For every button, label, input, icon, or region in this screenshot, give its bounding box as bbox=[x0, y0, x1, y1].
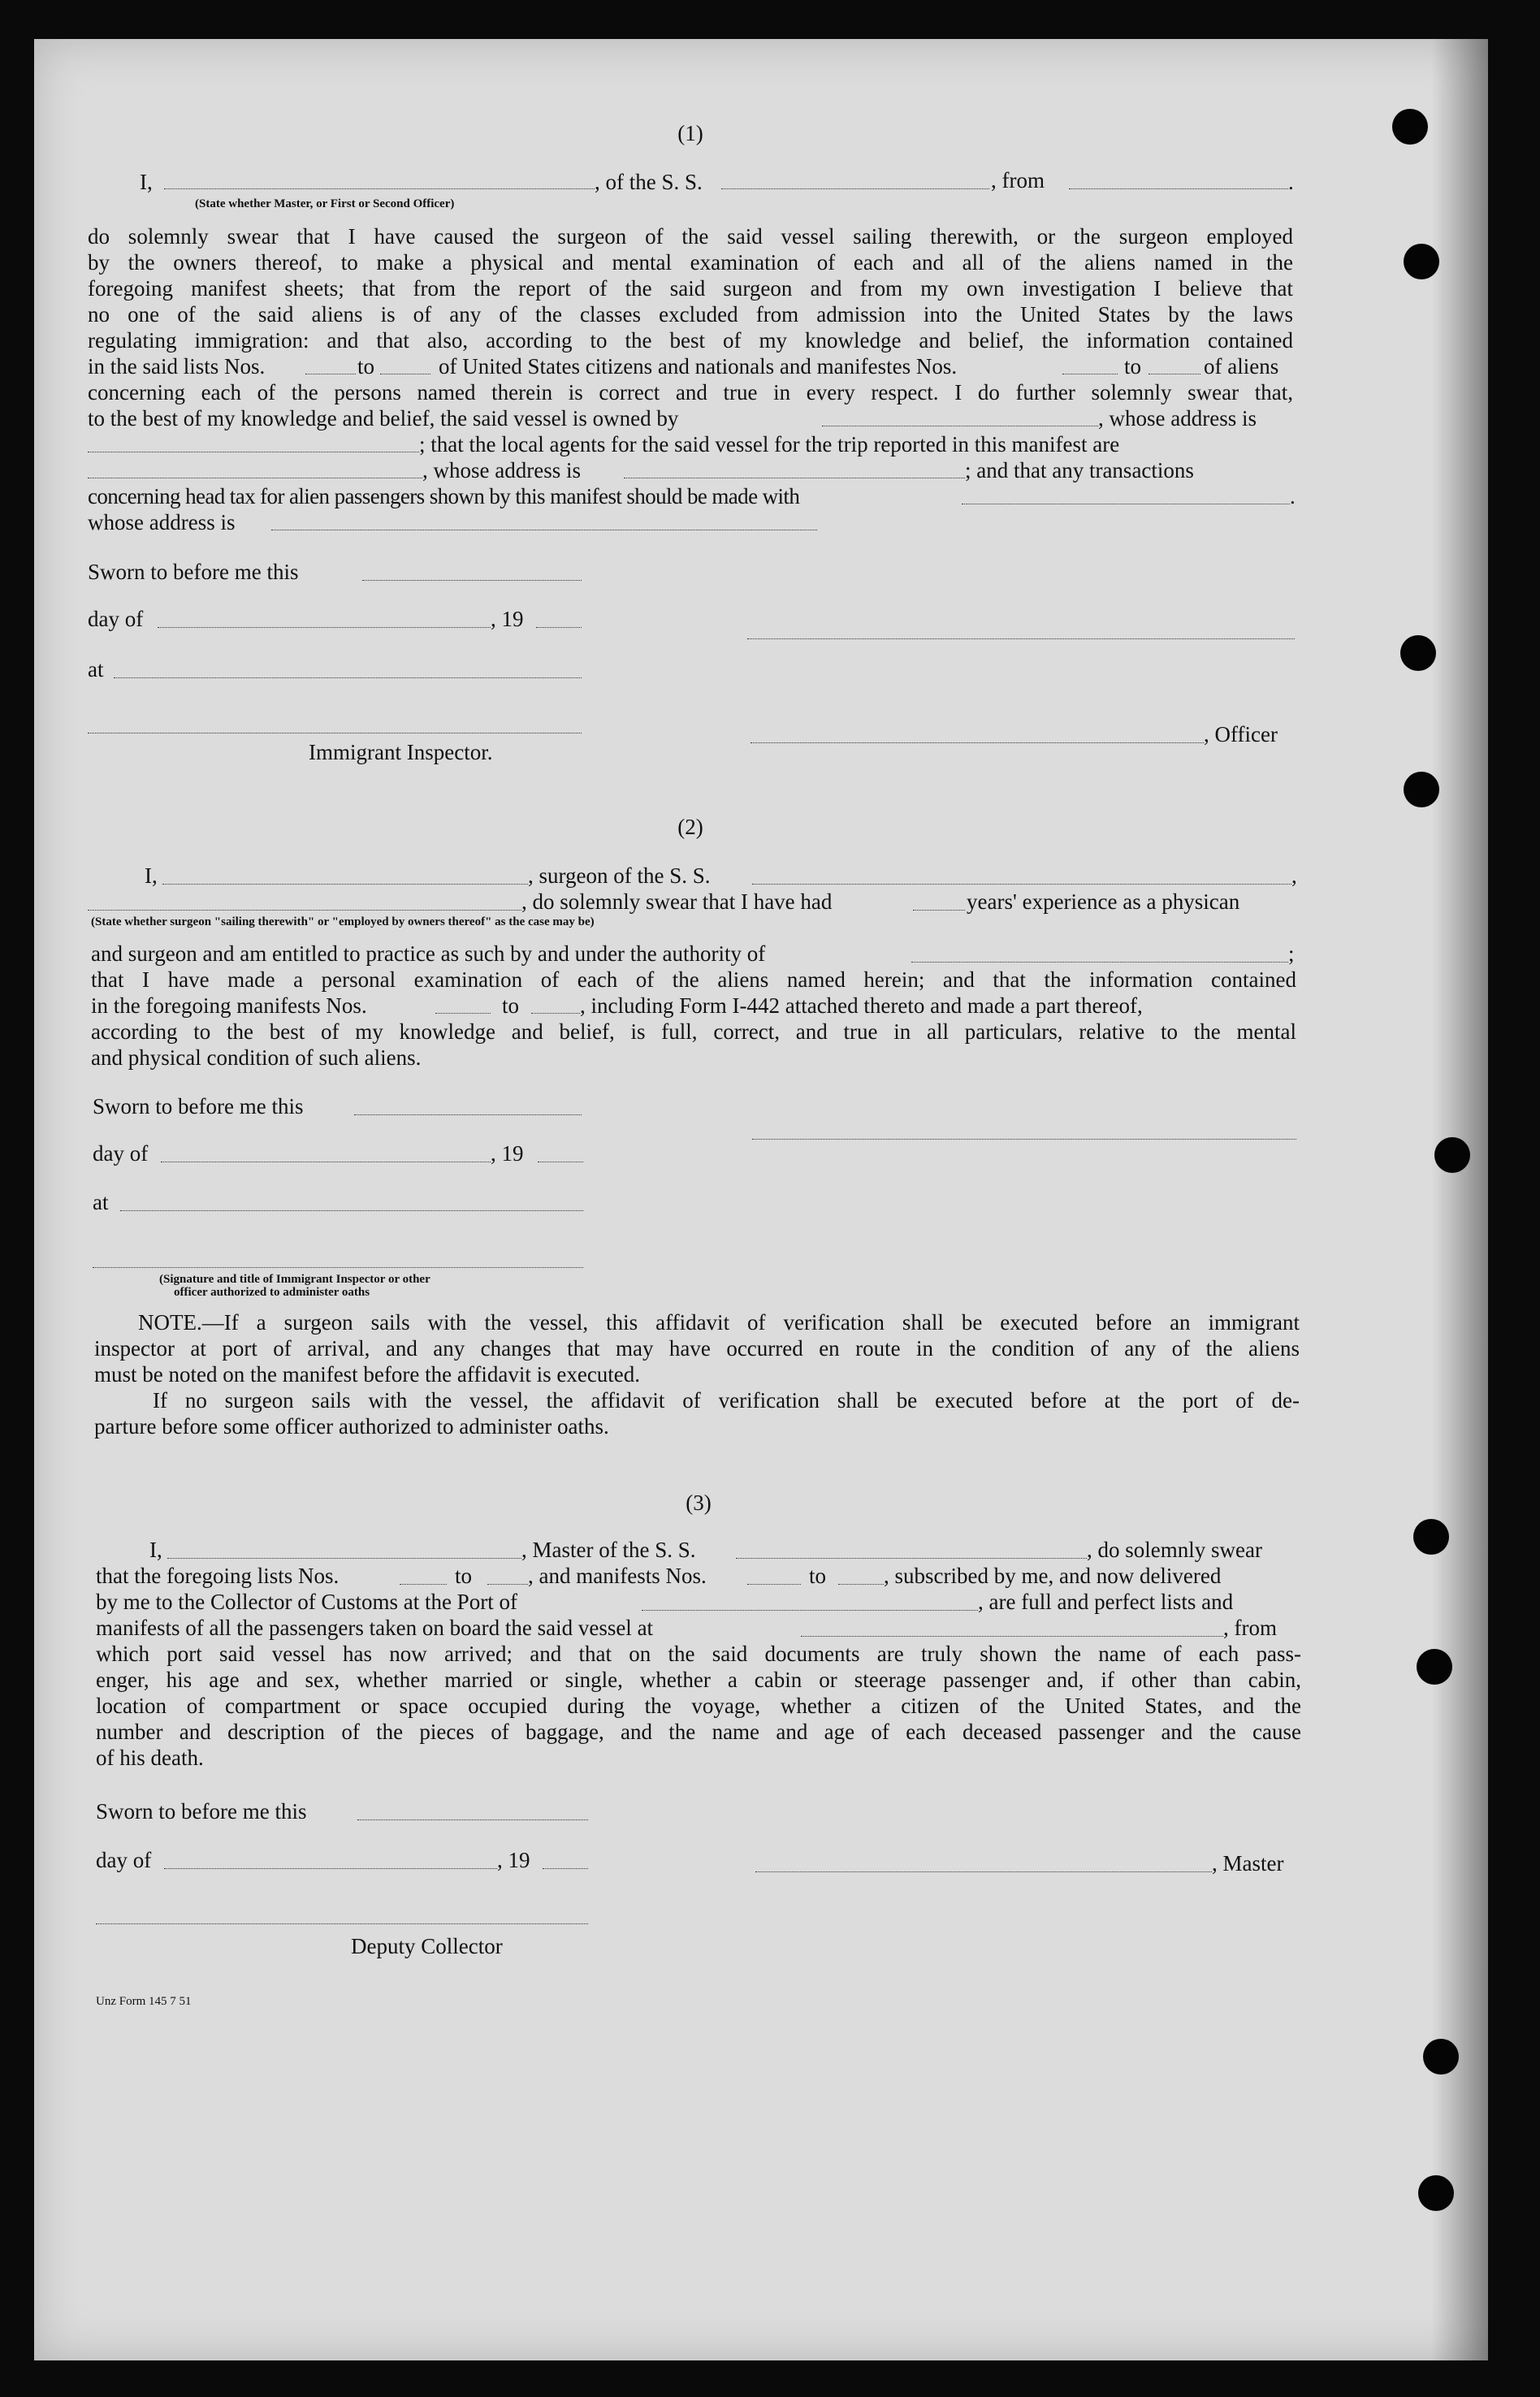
years-experience-field[interactable] bbox=[913, 910, 965, 911]
section3-body-line: of his death. bbox=[96, 1746, 204, 1770]
section2-manifest-to-field[interactable] bbox=[531, 1013, 580, 1014]
section1-transactions: ; and that any transactions bbox=[965, 458, 1194, 482]
section3-body-line: enger, his age and sex, whether married or single, whether a cabin or steerage passenger and, if other than cabin, bbox=[96, 1668, 1301, 1692]
section3-manifest-to-field[interactable] bbox=[838, 1584, 884, 1585]
section2-at-label: at bbox=[93, 1190, 109, 1214]
section1-place-field[interactable] bbox=[114, 677, 582, 678]
section2-form-label: , including Form I-442 attached thereto and made a part thereof, bbox=[580, 993, 1143, 1018]
practice-authority-field[interactable] bbox=[911, 962, 1288, 963]
surgeon-status-field[interactable] bbox=[88, 910, 521, 911]
section1-i: I, bbox=[140, 170, 153, 194]
section1-lists-to2: to bbox=[1124, 354, 1142, 379]
master-signature-line[interactable] bbox=[755, 1871, 1212, 1872]
section3-month-field[interactable] bbox=[164, 1868, 497, 1869]
section3-year-field[interactable] bbox=[543, 1868, 588, 1869]
section3-perfect-lists: , are full and perfect lists and bbox=[978, 1590, 1234, 1614]
section1-agents-label: ; that the local agents for the said vessel for the trip reported in this manifest are bbox=[419, 432, 1120, 456]
section3-number: (3) bbox=[686, 1491, 712, 1515]
section1-headtax-label: concerning head tax for alien passengers shown by this manifest should be made with bbox=[88, 484, 800, 508]
surgeon-note-paragraph: inspector at port of arrival, and any changes that may have occurred en route in the condition of any of the aliens bbox=[94, 1336, 1300, 1361]
section1-month-field[interactable] bbox=[158, 627, 491, 628]
punch-hole bbox=[1404, 244, 1439, 279]
deputy-collector-signature-line[interactable] bbox=[96, 1923, 588, 1924]
surgeon-signature-line[interactable] bbox=[752, 1139, 1296, 1140]
section1-body-line: concerning each of the persons named therein is correct and true in every respect. I do further solemnly swear that, bbox=[88, 380, 1293, 405]
section2-day-of-label: day of bbox=[93, 1141, 149, 1166]
punch-hole bbox=[1417, 1649, 1452, 1685]
section2-experience-label: years' experience as a physican bbox=[967, 889, 1240, 914]
punch-hole bbox=[1400, 635, 1436, 671]
section2-swear-label: , do solemnly swear that I have had bbox=[521, 889, 833, 914]
section1-body-line: regulating immigration: and that also, according to the best of my knowledge and belief, the information contained bbox=[88, 328, 1293, 353]
section3-subscribed-label: , subscribed by me, and now delivered bbox=[884, 1564, 1222, 1588]
section3-master-name-field[interactable] bbox=[167, 1558, 521, 1559]
section3-list-from-field[interactable] bbox=[400, 1584, 447, 1585]
surgeon-note-paragraph: must be noted on the manifest before the affidavit is executed. bbox=[94, 1362, 641, 1387]
master-name-field[interactable] bbox=[164, 188, 595, 189]
section1-whose-address-label: whose address is bbox=[88, 510, 236, 534]
section2-manifests-label: in the foregoing manifests Nos. bbox=[91, 993, 367, 1018]
section1-day-of-label: day of bbox=[88, 607, 144, 631]
section3-lists-label: that the foregoing lists Nos. bbox=[96, 1564, 340, 1588]
section2-year-label: , 19 bbox=[491, 1141, 524, 1166]
section3-manifests-label: , and manifests Nos. bbox=[528, 1564, 707, 1588]
section3-lists-to: to bbox=[455, 1564, 473, 1588]
section2-sworn-date-field[interactable] bbox=[354, 1114, 582, 1115]
punch-hole bbox=[1413, 1519, 1449, 1555]
section3-manifests-to: to bbox=[809, 1564, 827, 1588]
section1-body-line: by the owners thereof, to make a physical and mental examination of each and all of the aliens named in the bbox=[88, 250, 1293, 275]
section3-list-to-field[interactable] bbox=[487, 1584, 528, 1585]
form-number-footer: Unz Form 145 7 51 bbox=[96, 1995, 192, 2008]
section1-agents-address-label: , whose address is bbox=[422, 458, 581, 482]
surgeon-note: (State whether surgeon "sailing therewith" or "employed by owners thereof" as the case may be) bbox=[91, 915, 595, 928]
signature-note-line2: officer authorized to administer oaths bbox=[174, 1286, 370, 1299]
vessel-name-field[interactable] bbox=[721, 188, 989, 189]
punch-hole bbox=[1418, 2175, 1454, 2211]
section2-semicolon: ; bbox=[1288, 941, 1295, 966]
section2-sworn-label: Sworn to before me this bbox=[93, 1094, 304, 1118]
section2-number: (2) bbox=[677, 815, 703, 839]
signature-note-line1: (Signature and title of Immigrant Inspector or other bbox=[159, 1273, 430, 1286]
section2-comma: , bbox=[1291, 863, 1297, 888]
surgeon-name-field[interactable] bbox=[162, 884, 528, 885]
section3-from-label: , from bbox=[1223, 1616, 1277, 1640]
section2-i: I, bbox=[145, 863, 158, 888]
section2-manifest-from-field[interactable] bbox=[435, 1013, 491, 1014]
section1-body-line: do solemnly swear that I have caused the surgeon of the said vessel sailing therewith, or the surgeon employed bbox=[88, 224, 1293, 249]
punch-hole bbox=[1404, 772, 1439, 807]
section3-sworn-label: Sworn to before me this bbox=[96, 1799, 307, 1824]
section2-body-line: and physical condition of such aliens. bbox=[91, 1045, 422, 1070]
section1-year-field[interactable] bbox=[536, 627, 582, 628]
section2-vessel-field[interactable] bbox=[752, 884, 1291, 885]
section1-lists-citizens: of United States citizens and nationals and manifestes Nos. bbox=[439, 354, 958, 379]
section1-owner-address-label: , whose address is bbox=[1098, 406, 1257, 431]
section3-port-label: by me to the Collector of Customs at the Port of bbox=[96, 1590, 517, 1614]
section1-lists-aliens: of aliens bbox=[1204, 354, 1279, 379]
collector-port-field[interactable] bbox=[642, 1610, 978, 1611]
no-surgeon-note-paragraph: parture before some officer authorized to administer oaths. bbox=[94, 1414, 609, 1439]
section1-period: . bbox=[1288, 170, 1294, 194]
section1-headtax-period: . bbox=[1290, 484, 1296, 508]
from-port-field[interactable] bbox=[1069, 188, 1288, 189]
section3-i: I, bbox=[149, 1538, 162, 1562]
section3-year-label: , 19 bbox=[497, 1848, 530, 1872]
section2-body-line: that I have made a personal examination of each of the aliens named herein; and that the information contained bbox=[91, 967, 1296, 992]
section3-day-of-label: day of bbox=[96, 1848, 152, 1872]
no-surgeon-note-paragraph: If no surgeon sails with the vessel, the affidavit of verification shall be executed before at the port of de- bbox=[153, 1388, 1300, 1413]
immigrant-inspector-label: Immigrant Inspector. bbox=[309, 740, 493, 764]
embarkation-port-field[interactable] bbox=[801, 1636, 1223, 1637]
section2-manifests-to: to bbox=[502, 993, 520, 1018]
section1-sworn-date-field[interactable] bbox=[362, 580, 582, 581]
punch-hole bbox=[1423, 2039, 1459, 2075]
section2-authority-label: and surgeon and am entitled to practice as such by and under the authority of bbox=[91, 941, 766, 966]
punch-hole bbox=[1434, 1137, 1470, 1173]
section1-body-line: no one of the said aliens is of any of the classes excluded from admission into the United States by the laws bbox=[88, 302, 1293, 327]
section1-body-line: foregoing manifest sheets; that from the report of the said surgeon and from my own investigation I believe that bbox=[88, 276, 1293, 301]
section1-officer-signature-line[interactable] bbox=[747, 638, 1295, 639]
section1-lists-label: in the said lists Nos. bbox=[88, 354, 266, 379]
officer-signature-line[interactable] bbox=[751, 742, 1204, 743]
section1-of-ss: , of the S. S. bbox=[595, 170, 703, 194]
section1-lists-to: to bbox=[357, 354, 375, 379]
section1-owned-label: to the best of my knowledge and belief, the said vessel is owned by bbox=[88, 406, 679, 431]
section3-manifest-from-field[interactable] bbox=[747, 1584, 801, 1585]
deputy-collector-label: Deputy Collector bbox=[351, 1934, 503, 1958]
section2-official-signature-line[interactable] bbox=[93, 1267, 583, 1268]
section2-place-field[interactable] bbox=[120, 1210, 583, 1211]
master-note: (State whether Master, or First or Second Officer) bbox=[195, 197, 455, 210]
section3-vessel-field[interactable] bbox=[736, 1558, 1087, 1559]
section2-surgeon-label: , surgeon of the S. S. bbox=[528, 863, 711, 888]
section3-taken-label: manifests of all the passengers taken on board the said vessel at bbox=[96, 1616, 654, 1640]
section1-from: , from bbox=[991, 168, 1045, 193]
section1-sworn-label: Sworn to before me this bbox=[88, 560, 299, 584]
section3-body-line: number and description of the pieces of baggage, and the name and age of each deceased passenger and the cause bbox=[96, 1720, 1301, 1744]
section3-body-line: location of compartment or space occupied during the voyage, whether a citizen of the United States, and the bbox=[96, 1694, 1301, 1718]
section3-master-label: , Master of the S. S. bbox=[521, 1538, 696, 1562]
section3-swear-label: , do solemnly swear bbox=[1087, 1538, 1262, 1562]
punch-hole bbox=[1392, 109, 1428, 145]
section1-officer-label: , Officer bbox=[1204, 722, 1278, 746]
section2-body-line: according to the best of my knowledge and belief, is full, correct, and true in all particulars, relative to the mental bbox=[91, 1019, 1296, 1044]
section3-body-line: which port said vessel has now arrived; and that on the said documents are truly shown the name of each pass- bbox=[96, 1642, 1301, 1666]
section1-number: (1) bbox=[677, 121, 703, 145]
section3-master-sign-label: , Master bbox=[1212, 1851, 1284, 1876]
page-edge-shadow bbox=[1431, 39, 1488, 2360]
section3-sworn-date-field[interactable] bbox=[357, 1819, 588, 1820]
section1-at-label: at bbox=[88, 657, 104, 681]
section1-year-label: , 19 bbox=[491, 607, 524, 631]
surgeon-note-paragraph: NOTE.—If a surgeon sails with the vessel, this affidavit of verification shall be executed before an immigrant bbox=[138, 1310, 1300, 1335]
